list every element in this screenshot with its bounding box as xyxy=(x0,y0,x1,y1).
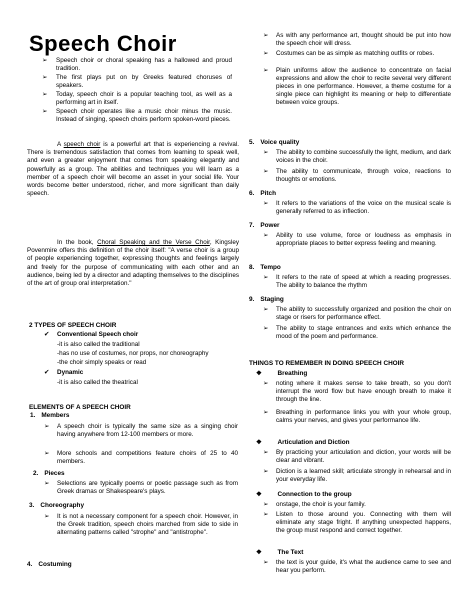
arrow-bullet-icon: ➢ xyxy=(263,50,269,57)
numbered-heading: 1. Members xyxy=(30,412,70,419)
list-item: ➢ Diction is a learned skill; articulate strongly in rehearsal and in your everyday life. xyxy=(263,468,451,483)
numbered-heading: 2. Pieces xyxy=(33,470,65,477)
section-heading: ELEMENTS OF A SPEECH CHOIR xyxy=(29,404,131,411)
list-item: ➢ By practicing your articulation and diction, your words will be clear and vibrant. xyxy=(263,449,451,464)
list-item: ➢ the text is your guide, it's what the audience came to see and hear you perform. xyxy=(263,559,451,574)
arrow-bullet-icon: ➢ xyxy=(44,423,50,430)
arrow-bullet-icon: ➢ xyxy=(263,274,269,281)
list-item: ➢ Speech choir operates like a music choir minus the music. Instead of singing, speech choirs perform spoken-word pieces. xyxy=(42,108,232,123)
numbered-heading: 9. Staging xyxy=(249,296,284,303)
list-item: ➢ It is not a necessary component for a speech choir. However, in the Greek tradition, speech choirs marched from side to side in alternating patterns called "strophe" and "antistrophe". xyxy=(44,513,238,536)
arrow-bullet-icon: ➢ xyxy=(263,306,269,313)
subheading: ❖ The Text xyxy=(256,549,304,556)
subheading: ❖ Connection to the group xyxy=(256,491,352,498)
arrow-bullet-icon: ➢ xyxy=(263,449,269,456)
diamond-bullet-icon: ❖ xyxy=(256,549,262,556)
body-paragraph: A speech choir is a powerful art that is experiencing a revival. There is tremendous satisfaction that comes from learning to speak well, and even a greater enjoyment that comes from speaking elegantly and powerfully as a group. The abilities and techniques you will learn as a member of a speech choir will become an asset in your social life. Your words become better understood, richer, and more significant than daily speech. xyxy=(27,141,240,198)
list-item: ➢ The ability to combine successfully the light, medium, and dark voices in the choir. xyxy=(263,149,451,164)
numbered-heading: 4. Costuming xyxy=(27,561,72,568)
list-item: ➢ The ability to communicate, through voice, reactions to thoughts or emotions. xyxy=(263,168,451,183)
diamond-bullet-icon: ❖ xyxy=(256,439,262,446)
arrow-bullet-icon: ➢ xyxy=(263,200,269,207)
arrow-bullet-icon: ➢ xyxy=(44,480,50,487)
inline-link: speech choir xyxy=(63,141,101,148)
list-item: ✔ Conventional Speech choir xyxy=(44,331,139,338)
arrow-bullet-icon: ➢ xyxy=(263,511,269,518)
check-icon: ✔ xyxy=(44,331,50,338)
arrow-bullet-icon: ➢ xyxy=(42,74,48,81)
list-item: ➢ The ability to stage entrances and exits which enhance the mood of the poem and performance. xyxy=(263,325,451,340)
arrow-bullet-icon: ➢ xyxy=(263,559,269,566)
list-item: ➢ Today, speech choir is a popular teaching tool, as well as a performing art in itself. xyxy=(42,91,232,106)
numbered-heading: 7. Power xyxy=(249,222,280,229)
list-item: ➢ Ability to use volume, force or loudness as emphasis in appropriate places to better express feeling and meaning. xyxy=(263,232,451,247)
section-heading: 2 TYPES OF SPEECH CHOIR xyxy=(29,322,117,329)
list-item: ➢ Speech choir or choral speaking has a hallowed and proud tradition. xyxy=(42,57,232,72)
inline-link: Choral Speaking and the Verse Choir xyxy=(97,239,210,246)
list-item: ➢ The ability to successfully organized and position the choir on stage or risers for performance effect. xyxy=(263,306,451,321)
diamond-bullet-icon: ❖ xyxy=(256,491,262,498)
list-item: ➢ It refers to the variations of the voice on the musical scale is generally referred to as inflection. xyxy=(263,200,451,215)
numbered-heading: 8. Tempo xyxy=(249,264,281,271)
arrow-bullet-icon: ➢ xyxy=(263,409,269,416)
numbered-heading: 5. Voice quality xyxy=(249,139,300,146)
check-icon: ✔ xyxy=(44,369,50,376)
list-item: ➢ It refers to the rate of speed at which a reading progresses. The ability to balance the rhythm xyxy=(263,274,451,289)
list-item: ✔ Dynamic xyxy=(44,369,84,376)
list-item: ➢ Costumes can be as simple as matching outfits or robes. xyxy=(263,50,435,57)
numbered-heading: 6. Pitch xyxy=(249,190,276,197)
diamond-bullet-icon: ❖ xyxy=(256,370,262,377)
arrow-bullet-icon: ➢ xyxy=(42,57,48,64)
arrow-bullet-icon: ➢ xyxy=(42,91,48,98)
list-item: ➢ Selections are typically poems or poetic passage such as from Greek dramas or Shakespeare's plays. xyxy=(44,480,238,495)
arrow-bullet-icon: ➢ xyxy=(263,380,269,387)
arrow-bullet-icon: ➢ xyxy=(263,67,269,74)
list-item: ➢ More schools and competitions feature choirs of 25 to 40 members. xyxy=(44,450,238,465)
list-item: ➢ As with any performance art, thought should be put into how the speech choir will dress. xyxy=(263,32,451,47)
numbered-heading: 3. Choreography xyxy=(29,502,85,509)
page-title: Speech Choir xyxy=(29,31,177,56)
list-item: ➢ Breathing in performance links you with your whole group, calms your nerves, and gives your performance life. xyxy=(263,409,451,424)
arrow-bullet-icon: ➢ xyxy=(263,149,269,156)
arrow-bullet-icon: ➢ xyxy=(42,108,48,115)
list-item: ➢ noting where it makes sense to take breath, so you don't interrupt the word flow but have enough breath to make it through the line. xyxy=(263,380,451,403)
arrow-bullet-icon: ➢ xyxy=(263,168,269,175)
arrow-bullet-icon: ➢ xyxy=(263,232,269,239)
list-item: ➢ Plain uniforms allow the audience to concentrate on facial expressions and allow the choir to recite several very different pieces in one performance. However, a theme costume for a single piece can highlight its meaning or help to differentiate between voice groups. xyxy=(263,67,451,106)
arrow-bullet-icon: ➢ xyxy=(263,501,269,508)
subheading: ❖ Articulation and Diction xyxy=(256,439,350,446)
list-item: ➢ Listen to those around you. Connecting with them will eliminate any stage fright. If anything unexpected happens, the group must respond and correct together. xyxy=(263,511,451,534)
body-paragraph: In the book, Choral Speaking and the Verse Choir, Kingsley Povenmire offers this definition of the choir itself: "A verse choir is a group of people experiencing together, expressing thoughts and feelings largely and freely for the purpose of communicating with each other and an audience, being led by a director and adapting themselves to the disciplines of the art of group oral interpretation." xyxy=(27,239,239,288)
list-item: ➢ onstage, the choir is your family. xyxy=(263,501,366,508)
arrow-bullet-icon: ➢ xyxy=(263,468,269,475)
arrow-bullet-icon: ➢ xyxy=(44,450,50,457)
section-heading: THINGS TO REMEMBER IN DOING SPEECH CHOIR xyxy=(249,360,405,367)
arrow-bullet-icon: ➢ xyxy=(263,32,269,39)
arrow-bullet-icon: ➢ xyxy=(44,513,50,520)
subheading: ❖ Breathing xyxy=(256,370,308,377)
list-item: ➢ The first plays put on by Greeks featured choruses of speakers. xyxy=(42,74,232,89)
arrow-bullet-icon: ➢ xyxy=(263,325,269,332)
list-item: ➢ A speech choir is typically the same size as a singing choir having anywhere from 12-100 members or more. xyxy=(44,423,238,438)
